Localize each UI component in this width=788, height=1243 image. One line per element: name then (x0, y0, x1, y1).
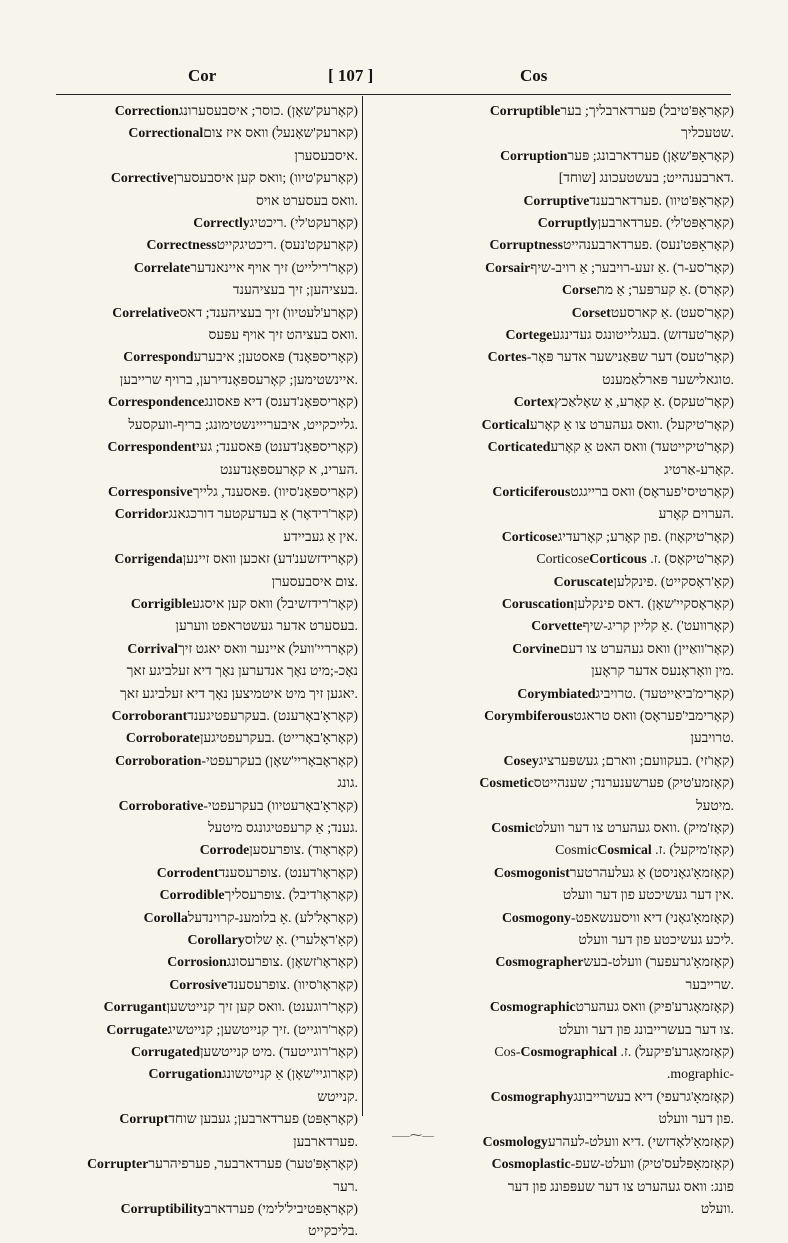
dictionary-entry (60, 1019, 358, 1041)
dictionary-entry (60, 257, 358, 279)
entry-definition: (קאָז'מיקעל) .ז. Cosmic (555, 842, 734, 858)
entry-headword: Cosmetic (479, 775, 534, 791)
entry-definition: (קאָרריי'וועל) איינער וואס יאגט זיך (177, 640, 358, 656)
dictionary-entry (368, 907, 734, 929)
entry-headword: Corticous (589, 551, 647, 567)
entry-definition: (קאָ'ראָסקייט) .פינקלען (613, 573, 734, 589)
dictionary-entry (368, 279, 734, 301)
dictionary-entry (368, 571, 734, 593)
entry-headword: Corroborate (125, 730, 200, 746)
entry-headword: Corrugant (103, 999, 167, 1015)
entry-definition: (קאָריספּאָנ'דענט) פּאסענד; געי (196, 439, 358, 455)
entry-headword: Cortege (505, 327, 553, 343)
dictionary-entry (368, 817, 734, 839)
entry-definition: (קאָרידזשענ'דע) זאכען וואס זיינען (182, 551, 358, 567)
dictionary-entry (368, 548, 734, 570)
entry-headword: Corridor (114, 506, 169, 522)
dictionary-entry (60, 839, 358, 861)
entry-definition: (קאָרס) .אַ קערפּער; אַ מת (596, 282, 734, 298)
entry-definition: (קאָזמאָ'גאָני) דיא וויסענשאפט- (570, 909, 734, 925)
dictionary-entry (60, 548, 358, 570)
dictionary-entry (60, 346, 358, 368)
entry-continuation: .רער (333, 1178, 358, 1194)
dictionary-entry (368, 526, 734, 548)
entry-headword: Corruptibility (120, 1200, 205, 1216)
dictionary-entry (368, 324, 734, 346)
header-left-guide-word: Cor (188, 66, 217, 85)
dictionary-entry (60, 503, 358, 525)
entry-definition: (קאָר'טיקאָס) .ז. Corticose (536, 551, 734, 567)
dictionary-entry (368, 1086, 734, 1108)
entry-definition: (קאָר'טיקייטעד) וואס האט אַ קאָרע (550, 439, 734, 455)
entry-continuation: .וועלט (700, 1200, 734, 1216)
entry-definition: (קאָראָו'סיוו) .צופרעסענד (227, 976, 358, 992)
entry-headword: Corymbiated (517, 685, 596, 701)
dictionary-entry (368, 593, 734, 615)
dictionary-entry (60, 100, 358, 122)
dictionary-entry (368, 951, 734, 973)
dictionary-entry (368, 615, 734, 637)
left-column (60, 100, 358, 1243)
entry-definition: (קאָראָוד) .צופרעסען (249, 842, 358, 858)
dictionary-entry (368, 481, 734, 503)
entry-definition: (קאָראָ'באָרייט) .בעקרעפטיגען (199, 730, 358, 746)
entry-headword: Corrugated (131, 1044, 200, 1060)
dictionary-entry (368, 257, 734, 279)
entry-definition: (קאָזמע'טיק) פערשענערנד; שענהייטס (533, 775, 734, 791)
entry-headword: Cosey (503, 752, 539, 768)
dictionary-entry (368, 996, 734, 1018)
entry-continuation: .וואס בעסערט אויס (255, 192, 358, 208)
entry-headword: Corrosion (167, 954, 227, 970)
entry-definition: (קאָריספּאָנד) פּאסטען; איבערע (193, 349, 358, 365)
entry-headword: Corticose (501, 528, 558, 544)
dictionary-entry (368, 772, 734, 794)
entry-definition: (קאָר'רידאָר) אָ בעדעקטער דורכגאנג (168, 506, 358, 522)
dictionary-entry (368, 1153, 734, 1175)
entry-headword: Correspond (123, 349, 194, 365)
entry-continuation: .הערינ, א קאָרעספּאָנדענט (219, 461, 358, 477)
entry-definition: (קאָר'רוגענט) .וואס קען זיך קנייטשען (166, 999, 358, 1015)
entry-definition: (קאָזמאָ'גרעפי) דיא בעשרייבונג (573, 1088, 734, 1104)
dictionary-entry (60, 391, 358, 413)
column-divider (362, 96, 363, 1116)
entry-continuation: -mographic. (666, 1066, 734, 1082)
entry-definition: (קאָראָפּ'שאָן) פערדארבונג; פּער (567, 147, 734, 163)
entry-headword: Corsair (485, 259, 531, 275)
dictionary-entry (60, 862, 358, 884)
entry-continuation: .פון דער וועלט (658, 1111, 734, 1127)
entry-headword: Cosmic (491, 820, 535, 835)
entry-definition: (קאָר'רידזשיבל) וואס קען איסגע (192, 595, 358, 611)
entry-definition: (קאָרוועט') .אַ קליין קריג-שיף (582, 618, 734, 634)
dictionary-entry (368, 100, 734, 122)
dictionary-entry (60, 436, 358, 458)
entry-headword: Cosmology (482, 1133, 548, 1149)
entry-headword: Corvine (512, 640, 560, 656)
entry-headword: Correctly (193, 215, 250, 231)
entry-headword: Corrupt (119, 1111, 169, 1127)
entry-definition: (קאָר'טיקאָוז) .פון קאָרע; קאָרעדיג (557, 528, 734, 544)
entry-headword: Corruptive (523, 192, 590, 208)
entry-definition: (קאָריספּאָנ'סיוו) .פּאסענד, גלייך (192, 483, 358, 499)
entry-definition: (קאָראָפּט) פערדארבען; געבען שוחד (168, 1111, 358, 1127)
dictionary-entry (60, 167, 358, 189)
entry-definition: (קאָרעק'טיוו) ;וואס קען איסבעסערן (173, 170, 358, 186)
entry-definition: (קאָר'סעט) .אַ קארסעט (610, 304, 734, 320)
entry-headword: Corrode (199, 842, 250, 858)
dictionary-entry (60, 638, 358, 660)
entry-continuation: .פערדארבען (293, 1133, 358, 1149)
dictionary-entry (60, 974, 358, 996)
entry-headword: Corollary (187, 932, 245, 948)
entry-headword: Cortex (513, 394, 555, 410)
dictionary-entry (368, 839, 734, 861)
entry-continuation: .וואס בעציהט זיך אויף עפּעס (208, 327, 358, 343)
entry-definition: (קאָראָו'זשאָן) .צופרעסונג (226, 954, 358, 970)
entry-definition: (קאָראָו'דענט) .צופרעסענד (218, 864, 358, 880)
entry-definition: (קאָראָ'באָרעטיוו) בעקרעפטי- (203, 797, 358, 813)
entry-definition: (קאָראָו'דיבל) .צופרעסליך (224, 887, 358, 903)
dictionary-entry (60, 234, 358, 256)
entry-headword: Coruscation (501, 595, 574, 611)
dictionary-entry (60, 907, 358, 929)
dictionary-entry (60, 302, 358, 324)
entry-definition: (קאָזמאָגרע'פיק) וואס געהערט (575, 999, 734, 1015)
dictionary-entry (60, 929, 358, 951)
entry-headword: Correction (114, 103, 179, 118)
entry-definition: (קאָרטיסי'פעראָס) וואס ברייגגט (570, 483, 734, 499)
entry-headword: Cosmoplastic (491, 1156, 571, 1172)
entry-headword: Corticiferous (492, 483, 571, 499)
entry-definition: (קאָר'רוגייטעד) .מיט קנייטשען (200, 1044, 358, 1060)
entry-definition: (קאָרעקט'לי) .ריכטיג (249, 215, 358, 231)
page-end-ornament: —–⁓— (392, 1128, 434, 1142)
entry-continuation: .גלייכקייט, איבערייינשטימונג; בריף-וועקסעל (128, 416, 358, 432)
dictionary-entry (368, 234, 734, 256)
entry-headword: Corvette (531, 618, 583, 634)
entry-headword: Corrodible (159, 887, 225, 903)
dictionary-entry (60, 481, 358, 503)
entry-continuation: .דארבענהייט; בעשטעכונג [שוחד] (558, 170, 734, 186)
entry-headword: Coruscate (553, 573, 614, 589)
dictionary-entry (368, 212, 734, 234)
entry-continuation: .צום איסבעסערן (271, 573, 358, 589)
entry-continuation: .צו דער בעשרייבונג פון דער וועלט (558, 1021, 734, 1037)
entry-headword: Corymbiferous (484, 707, 574, 723)
entry-headword: Corrodent (156, 864, 219, 880)
entry-definition: (קאָרע'לעטיוו) זיך בעציהענד; דאס (179, 304, 358, 320)
entry-headword: Corse (562, 282, 597, 298)
entry-definition: (קאָר'טעס) דער שפּאַנישער אדער פּאָר- (526, 349, 734, 365)
entry-continuation: .בעסערט אדער געשטראפט ווערען (175, 618, 358, 634)
entry-headword: Correspondence (107, 394, 205, 410)
entry-definition: (קאָראָפּט'נעס) .פערדארבענהייט (563, 237, 734, 253)
entry-continuation: .איסבעסערן (294, 147, 358, 163)
entry-headword: Correlate (133, 259, 191, 275)
entry-headword: Corruptible (489, 103, 561, 118)
dictionary-entry (368, 638, 734, 660)
entry-definition: (קאָר'רילייט) זיך אויף איינאנדער (190, 259, 358, 275)
dictionary-entry (60, 122, 358, 144)
entry-headword: Corticated (487, 439, 551, 455)
dictionary-entry (368, 683, 734, 705)
entry-definition: (קאָזמאָ'גרעפער) וועלט-בעש (583, 954, 734, 970)
dictionary-entry (368, 1041, 734, 1063)
dictionary-entry (368, 750, 734, 772)
entry-definition: (קאָר'טיקעל) .וואס געהערט צו אַ קאָרע (529, 416, 734, 432)
entry-continuation: .קנייטש (317, 1088, 358, 1104)
entry-continuation: .הערוים קאָרע (658, 506, 734, 522)
entry-definition: (קאָ'ראָלערי) .אָ שלוס (244, 932, 358, 948)
entry-definition: (קאָר'טעקס) .אַ קאָרע, אַ שאָלאַכץ (554, 394, 734, 410)
entry-headword: Corrival (127, 640, 178, 656)
entry-headword: Corrugation (148, 1066, 223, 1082)
entry-continuation: .קאָרע-אַרטיג (664, 461, 734, 477)
entry-headword: Cosmogony (501, 909, 571, 925)
entry-definition: (קאָראָפּטיביל'לימי) פערדארב (204, 1200, 358, 1216)
entry-headword: Corroborative (118, 797, 204, 813)
dictionary-entry (368, 862, 734, 884)
entry-definition: (קארעק'שאָנעל) וואס איז צום (203, 125, 358, 141)
entry-headword: Corrigible (130, 595, 193, 611)
entry-continuation: .בעציהען; זיך בעציהענד (232, 282, 358, 298)
entry-definition: (קאָראָבאָריי'שאָן) בעקרעפטי- (201, 752, 358, 768)
right-column (368, 100, 734, 1220)
page-number: [ 107 ] (328, 66, 374, 85)
entry-continuation: .גונג (337, 775, 358, 791)
dictionary-entry (368, 705, 734, 727)
entry-definition: (קאָרימבי'פעראָס) וואס טראגט (573, 707, 734, 723)
running-header (0, 66, 788, 90)
dictionary-entry (368, 145, 734, 167)
entry-definition: (קאָרימ'ביאַייטעד) .טרויביג (595, 685, 734, 701)
entry-continuation: .טרויבען (690, 730, 734, 746)
dictionary-entry (60, 1198, 358, 1220)
dictionary-entry (60, 212, 358, 234)
entry-headword: Correlative (112, 304, 180, 320)
entry-definition: (קאָר'סע-ר) .אַ זעע-רויבער; אַ רויב-שיף (530, 259, 734, 275)
entry-headword: Cosmographic (489, 999, 576, 1015)
entry-definition: (קאָר'רוגייט) .זיך קנייטשען; קנייטשיג (167, 1021, 358, 1037)
entry-continuation: פונג: וואס געהערט צו דער שעפּפונג פון דער (507, 1178, 734, 1194)
entry-headword: Corrosive (169, 976, 228, 992)
entry-definition: (קאָראָפּ'טיבל) פערדארבליך; בער (560, 103, 734, 118)
dictionary-entry (368, 391, 734, 413)
entry-continuation: נאָכ-;מיט נאָך אנדערען נאָך דיא זעלביגע זאך (126, 663, 358, 679)
entry-definition: (קאָרעק'שאָן) .כוסר; איסבעסערונג (178, 103, 358, 118)
dictionary-entry (60, 884, 358, 906)
entry-continuation: .גענד; אַ קרעפטיגונגס מיטעל (208, 820, 358, 835)
entry-definition: (קאָו'זי) .בעקוועם; ווארם; געשפּערציג (538, 752, 734, 768)
entry-headword: Correspondent (107, 439, 197, 455)
entry-definition: (קאָראָל'לע) .אָ בלומענ-קרוינדעל (187, 909, 358, 925)
entry-headword: Corrugate (106, 1021, 168, 1037)
entry-headword: Corrupter (87, 1156, 149, 1172)
entry-definition: (קאָר'וואַיין) וואס געהערט צו דעם (559, 640, 734, 656)
dictionary-entry (60, 1063, 358, 1085)
entry-headword: Cosmogonist (493, 864, 570, 880)
entry-headword: Corruption (500, 147, 568, 163)
entry-definition: (קאָרעקט'נעס) .ריכטיגקייט (216, 237, 358, 253)
dictionary-entry (368, 190, 734, 212)
entry-continuation: .ליכע געשיכטע פון דער וועלט (578, 932, 734, 948)
entry-headword: Cosmical (597, 842, 652, 858)
entry-definition: (קאָזמאָפּלעס'טיק) וועלט-שעפ- (570, 1156, 734, 1172)
entry-headword: Corruptly (537, 215, 598, 231)
dictionary-entry (368, 414, 734, 436)
entry-continuation: .טוגאלישער פּארלאַמענט (602, 371, 734, 387)
entry-headword: Cosmographer (495, 954, 584, 970)
entry-definition: (קאָראָ'באָרענט) .בעקרעפטיגענד (187, 707, 358, 723)
entry-continuation: .אין אַ געביידע (283, 528, 358, 544)
dictionary-entry (60, 1153, 358, 1175)
entry-continuation: .איינשטימען; קאָרעספּאָנדירען, ברויף שרייבען (119, 371, 358, 387)
entry-definition: (קאָראָפּ'טער) פערדארבער, פערפיהרער (148, 1156, 358, 1172)
entry-definition: (קאָזמאָגרע'פיקעל) .ז. Cos- (494, 1044, 734, 1060)
entry-definition: (קאָראָפּט'לי) .פערדארבען (597, 215, 734, 231)
dictionary-entry (60, 996, 358, 1018)
entry-headword: Cosmographical (520, 1044, 618, 1060)
entry-continuation: .יאגען זיך מיט איטמיצען נאָך דיא זעלביגע זאך (119, 685, 358, 701)
entry-continuation: .מין וואָראָנעס אדער קראָען (591, 663, 734, 679)
entry-continuation: .אין דער געשיכטע פון דער וועלט (562, 887, 734, 903)
header-rule (56, 94, 731, 95)
entry-definition: (קאָראָפּ'טיוו) .פערדארבענד (589, 192, 734, 208)
entry-definition: (קאָר'טעדזש) .בעגלייטונגס געדינגע (552, 327, 734, 343)
entry-definition: (קאָזמאָ'גאָניסט) אַ געלעהרטער (569, 864, 734, 880)
dictionary-entry (60, 1041, 358, 1063)
entry-headword: Corroboration (115, 752, 202, 768)
dictionary-entry (368, 302, 734, 324)
entry-definition: (קאָזמאָ'לאָדזשי) .דיא וועלט-לעהרע (547, 1133, 734, 1149)
dictionary-entry (60, 750, 358, 772)
entry-headword: Cortical (481, 416, 530, 432)
entry-headword: Cosmography (490, 1088, 574, 1104)
entry-continuation: .שטעכליך (681, 125, 734, 141)
entry-headword: Corruptness (489, 237, 564, 253)
entry-headword: Correctional (128, 125, 204, 141)
entry-headword: Corroborant (111, 707, 188, 723)
entry-headword: Corset (571, 304, 611, 320)
entry-definition: (קאָרוגיי'שאָן) אַ קנייטשונג (222, 1066, 358, 1082)
dictionary-entry (60, 951, 358, 973)
entry-continuation: .שרייבער (685, 976, 734, 992)
dictionary-entry (60, 795, 358, 817)
entry-headword: Corrigenda (114, 551, 183, 567)
entry-headword: Corresponsive (107, 483, 193, 499)
entry-continuation: .מיטעל (696, 797, 734, 813)
entry-headword: Cortes (487, 349, 527, 365)
dictionary-entry (368, 436, 734, 458)
entry-headword: Corolla (143, 909, 188, 925)
dictionary-entry (60, 593, 358, 615)
entry-definition: (קאָראָסקיי'שאָן) .דאס פינקלען (573, 595, 734, 611)
dictionary-entry (60, 727, 358, 749)
entry-definition: (קאָז'מיק) .וואס געהערט צו דער וועלט (534, 820, 734, 835)
entry-headword: Correctness (146, 237, 217, 253)
dictionary-entry (60, 1108, 358, 1130)
entry-continuation: .בליכקייט (308, 1223, 358, 1239)
dictionary-entry (60, 705, 358, 727)
dictionary-entry (368, 346, 734, 368)
header-right-guide-word: Cos (520, 66, 548, 85)
entry-headword: Corrective (110, 170, 174, 186)
entry-definition: (קאָריספּאָנ'דענס) דיא פּאסונג (204, 394, 358, 410)
